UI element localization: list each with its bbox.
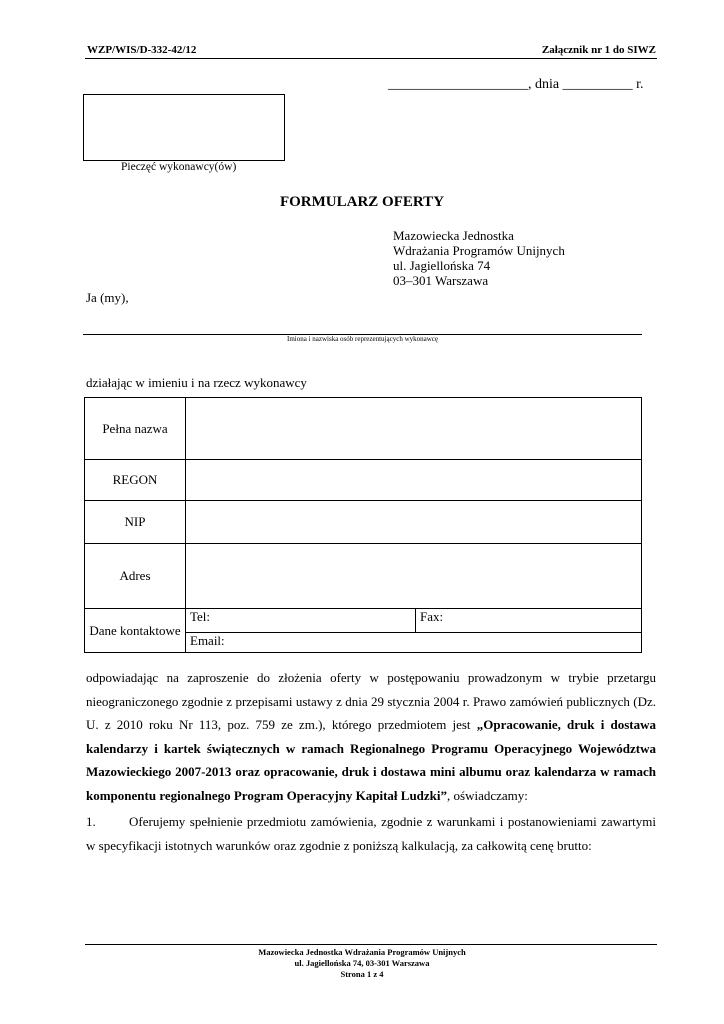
header-divider xyxy=(85,58,657,59)
subject-of-contract: „Opracowanie, druk i dostawa kalendarzy i kartek świątecznych w ramach Regionalnego Programu Operacyjnego Województwa Mazowieckiego 2007-2013 oraz opracowanie, druk i dostawa mini albumu oraz kalendarza w ramach komponentu regionalnego Program Operacyjny Kapitał Ludzki” xyxy=(86,717,656,803)
page-title: FORMULARZ OFERTY xyxy=(279,194,445,210)
recipient-line-1: Mazowiecka Jednostka xyxy=(393,228,514,243)
footer-address: ul. Jagiellońska 74, 03-301 Warszawa xyxy=(294,958,430,968)
attachment-label: Załącznik nr 1 do SIWZ xyxy=(541,44,656,56)
page-footer xyxy=(0,947,724,980)
offer-body xyxy=(86,666,656,857)
email-label: Email: xyxy=(190,633,225,648)
table-row xyxy=(85,398,642,460)
intro-text: odpowiadając na zaproszenie do złożenia oferty w postępowaniu prowadzonym w trybie przetargu nieograniczonego zgodnie z przepisami ustawy z dnia 29 stycznia 2004 r. Prawo zamówień publicznych (Dz. U. z 2010 roku Nr 113, poz. 759 ze zm.), którego przedmiotem jest xyxy=(86,670,656,732)
full-name-field[interactable] xyxy=(186,398,642,460)
recipient-line-4: 03–301 Warszawa xyxy=(393,273,489,288)
address-label: Adres xyxy=(85,544,186,609)
nip-field[interactable] xyxy=(186,501,642,544)
document-reference: WZP/WIS/D-332-42/12 xyxy=(87,44,197,56)
full-name-label: Pełna nazwa xyxy=(85,398,186,460)
recipient-address xyxy=(393,228,565,288)
table-row xyxy=(85,544,642,609)
point-1-paragraph xyxy=(86,810,656,857)
intro-paragraph xyxy=(86,666,656,807)
contractor-data-table xyxy=(84,397,642,653)
ja-my-label: Ja (my), xyxy=(86,290,129,305)
regon-field[interactable] xyxy=(186,460,642,501)
contractor-stamp-label: Pieczęć wykonawcy(ów) xyxy=(121,161,237,173)
recipient-line-2: Wdrażania Programów Unijnych xyxy=(393,243,565,258)
table-row xyxy=(85,460,642,501)
fax-label: Fax: xyxy=(420,609,444,624)
email-field[interactable] xyxy=(186,633,642,653)
nip-label: NIP xyxy=(85,501,186,544)
contact-label: Dane kontaktowe xyxy=(85,609,186,653)
representatives-caption: Imiona i nazwiska osób reprezentujących wykonawcę xyxy=(286,335,439,343)
table-row xyxy=(85,501,642,544)
recipient-line-3: ul. Jagiellońska 74 xyxy=(393,258,491,273)
intro-ending: , oświadczamy: xyxy=(447,787,528,803)
place-date-line: ____________________, dnia __________ r. xyxy=(388,77,644,92)
address-field[interactable] xyxy=(186,544,642,609)
footer-divider xyxy=(85,944,657,945)
acting-on-behalf-label: działając w imieniu i na rzecz wykonawcy xyxy=(86,375,307,390)
regon-label: REGON xyxy=(85,460,186,501)
tel-field[interactable] xyxy=(186,609,416,633)
point-1-text: Oferujemy spełnienie przedmiotu zamówienia, zgodnie z warunkami i postanowieniami zawartymi w specyfikacji istotnych warunków oraz zgodnie z poniższą kalkulacją, za całkowitą cenę brutto: xyxy=(86,814,656,853)
page-number: Strona 1 z 4 xyxy=(340,969,384,979)
footer-organization: Mazowiecka Jednostka Wdrażania Programów Unijnych xyxy=(258,947,466,957)
tel-label: Tel: xyxy=(190,609,211,624)
point-number: 1. xyxy=(86,814,96,829)
fax-field[interactable] xyxy=(416,609,642,633)
table-row xyxy=(85,609,642,633)
contractor-stamp-box xyxy=(83,94,285,161)
